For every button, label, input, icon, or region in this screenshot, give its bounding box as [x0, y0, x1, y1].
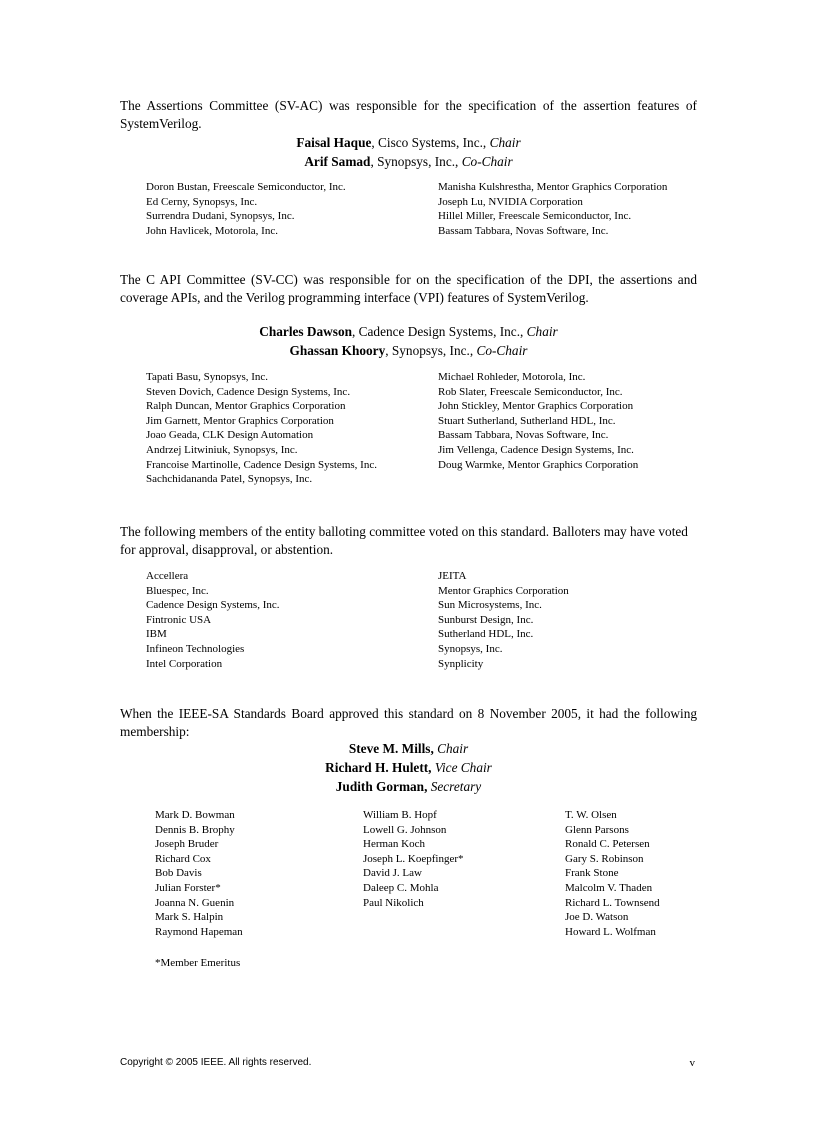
board-chair: Steve M. Mills, Chair [348, 741, 469, 756]
board-members-col3 [565, 808, 765, 939]
ballot-members-left [146, 569, 436, 671]
sv-ac-members-left [146, 180, 436, 238]
board-member: Lowell G. Johnson [363, 823, 447, 836]
board-members-col2 [363, 808, 563, 910]
board-member: Joe D. Watson [565, 911, 629, 924]
sv-ac-cochair: Arif Samad, Synopsys, Inc., Co-Chair [304, 154, 513, 169]
board-member: Richard L. Townsend [565, 896, 660, 909]
ballot-member: Fintronic USA [146, 613, 212, 626]
member-name: Sachchidananda Patel, Synopsys, Inc. [146, 473, 313, 486]
sv-ac-chair: Faisal Haque, Cisco Systems, Inc., Chair [296, 135, 521, 150]
board-vice-chair: Richard H. Hulett, Vice Chair [325, 760, 492, 775]
member-name: Jim Vellenga, Cadence Design Systems, Inc. [438, 443, 634, 456]
board-member: Mark S. Halpin [155, 911, 224, 924]
member-name: Jim Garnett, Mentor Graphics Corporation [146, 414, 334, 427]
ballot-member: JEITA [438, 570, 467, 582]
sv-cc-intro: The C API Committee (SV-CC) was responsible for on the specification of the DPI, the assertions and coverage APIs, and the Verilog programming interface (VPI) features of SystemVerilog. [120, 272, 697, 305]
ballot-member: Sun Microsystems, Inc. [438, 599, 542, 612]
board-members-col1 [155, 808, 355, 939]
ballot-member: Mentor Graphics Corporation [438, 584, 569, 597]
member-name: Rob Slater, Freescale Semiconductor, Inc. [438, 385, 623, 398]
board-member: Raymond Hapeman [155, 925, 243, 938]
member-name: Steven Dovich, Cadence Design Systems, Inc. [146, 385, 351, 398]
board-member: William B. Hopf [363, 809, 437, 821]
board-member: Richard Cox [155, 852, 211, 865]
board-secretary: Judith Gorman, Secretary [335, 779, 482, 794]
ballot-member: Bluespec, Inc. [146, 584, 209, 597]
board-member: Joseph L. Koepfinger* [363, 852, 464, 865]
board-member: Mark D. Bowman [155, 809, 235, 821]
member-name: Andrzej Litwiniuk, Synopsys, Inc. [146, 443, 298, 456]
member-name: Manisha Kulshrestha, Mentor Graphics Corporation [438, 181, 668, 193]
sv-cc-members-left [146, 370, 436, 487]
member-name: Surrendra Dudani, Synopsys, Inc. [146, 210, 295, 223]
sv-cc-chairs [120, 322, 697, 360]
sv-ac-intro: The Assertions Committee (SV-AC) was responsible for the specification of the assertion features of SystemVerilog. [120, 98, 697, 131]
member-name: Michael Rohleder, Motorola, Inc. [438, 371, 586, 383]
board-member: Herman Koch [363, 838, 426, 851]
member-name: Stuart Sutherland, Sutherland HDL, Inc. [438, 414, 616, 427]
board-member: Frank Stone [565, 867, 619, 880]
member-name: Ed Cerny, Synopsys, Inc. [146, 195, 258, 208]
board-member: T. W. Olsen [565, 809, 617, 821]
board-member: Daleep C. Mohla [363, 881, 439, 894]
member-name: Tapati Basu, Synopsys, Inc. [146, 371, 269, 383]
sv-ac-members-right [438, 180, 728, 238]
ballot-member: Sutherland HDL, Inc. [438, 628, 534, 641]
board-member: Ronald C. Petersen [565, 838, 650, 851]
member-name: Ralph Duncan, Mentor Graphics Corporation [146, 400, 346, 413]
board-member: David J. Law [363, 867, 422, 880]
sv-cc-members-right [438, 370, 728, 472]
member-name: Joseph Lu, NVIDIA Corporation [438, 195, 583, 208]
member-name: Bassam Tabbara, Novas Software, Inc. [438, 224, 609, 237]
member-emeritus-note: *Member Emeritus [155, 957, 241, 969]
ballot-member: IBM [146, 628, 167, 641]
sv-ac-chairs [120, 133, 697, 171]
member-name: John Stickley, Mentor Graphics Corporation [438, 400, 634, 413]
ballot-member: Cadence Design Systems, Inc. [146, 599, 280, 612]
board-member: Glenn Parsons [565, 823, 629, 836]
page-number: v [689, 1057, 695, 1069]
ballot-member: Synplicity [438, 657, 484, 670]
board-member: Julian Forster* [155, 881, 221, 894]
ballot-members-right [438, 569, 728, 671]
board-officers [120, 739, 697, 796]
board-member: Dennis B. Brophy [155, 823, 235, 836]
board-intro: When the IEEE-SA Standards Board approved this standard on 8 November 2005, it had the following membership: [120, 706, 697, 739]
ballot-member: Intel Corporation [146, 657, 223, 670]
board-member: Bob Davis [155, 867, 202, 880]
board-member: Malcolm V. Thaden [565, 881, 653, 894]
board-member: Joanna N. Guenin [155, 896, 235, 909]
member-name: Doug Warmke, Mentor Graphics Corporation [438, 458, 639, 471]
member-name: Bassam Tabbara, Novas Software, Inc. [438, 429, 609, 442]
ballot-intro: The following members of the entity balloting committee voted on this standard. Balloters may have voted for approval, disapproval, or abstention. [120, 524, 688, 557]
member-name: Joao Geada, CLK Design Automation [146, 429, 314, 442]
board-member: Joseph Bruder [155, 838, 219, 851]
ballot-member: Sunburst Design, Inc. [438, 613, 534, 626]
member-name: Hillel Miller, Freescale Semiconductor, Inc. [438, 210, 632, 223]
board-member: Paul Nikolich [363, 896, 424, 909]
sv-cc-chair: Charles Dawson, Cadence Design Systems, Inc., Chair [259, 324, 558, 339]
ballot-member: Synopsys, Inc. [438, 642, 503, 655]
copyright-footer: Copyright © 2005 IEEE. All rights reserved. [120, 1057, 312, 1068]
ballot-member: Infineon Technologies [146, 642, 245, 655]
member-name: Francoise Martinolle, Cadence Design Systems, Inc. [146, 458, 377, 471]
member-name: John Havlicek, Motorola, Inc. [146, 224, 278, 237]
ballot-member: Accellera [146, 570, 189, 582]
board-member: Gary S. Robinson [565, 852, 644, 865]
member-name: Doron Bustan, Freescale Semiconductor, Inc. [146, 181, 346, 193]
sv-cc-cochair: Ghassan Khoory, Synopsys, Inc., Co-Chair [289, 343, 528, 358]
document-page [120, 0, 697, 1123]
board-member: Howard L. Wolfman [565, 925, 656, 938]
